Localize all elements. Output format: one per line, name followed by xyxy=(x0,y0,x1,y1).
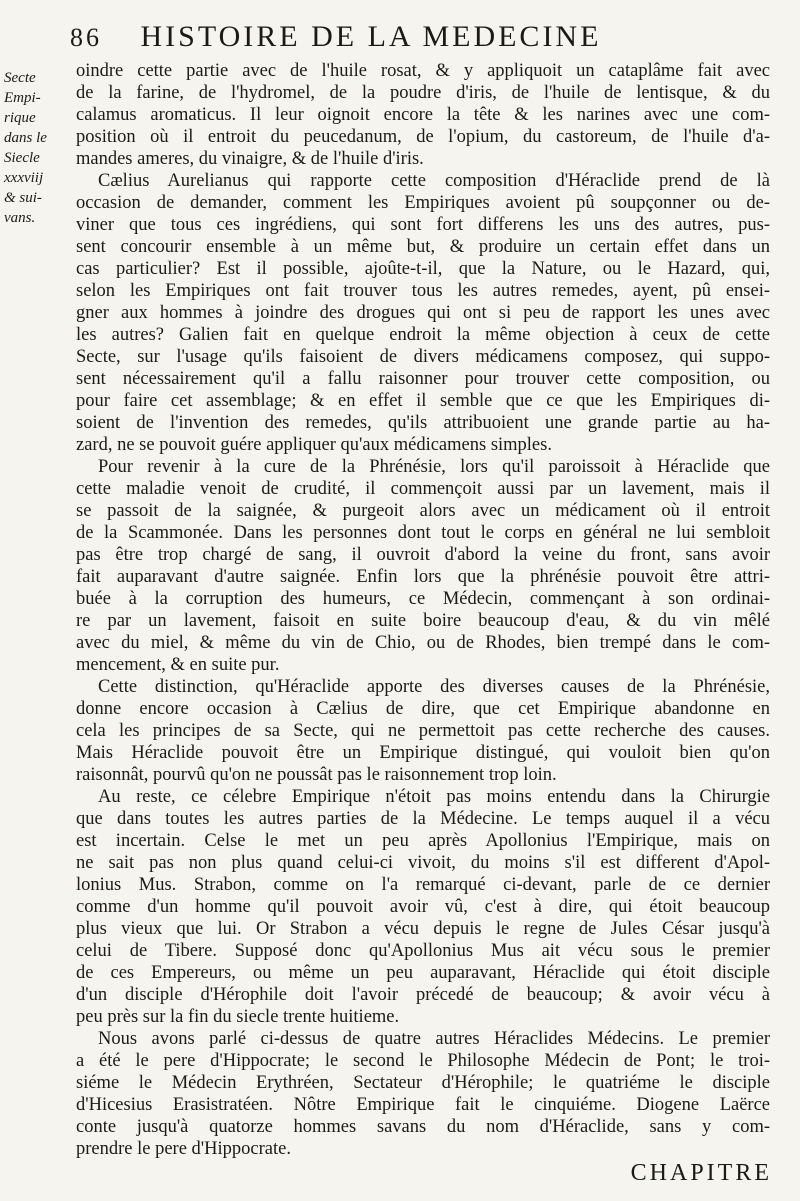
margin-note xyxy=(4,68,68,228)
text-line: a été le pere d'Hippocrate; le second le Philosophe Médecin de Pont; le troi- xyxy=(76,1051,770,1071)
paragraph xyxy=(76,1028,770,1160)
text-line: mandes ameres, du vinaigre, & de l'huile d'iris. xyxy=(76,149,424,169)
margin-note-line: rique xyxy=(4,110,36,126)
text-line: comme d'un homme qu'il pouvoit avoir vû, c'est à dire, qui étoit beaucoup xyxy=(76,897,770,917)
text-line: Pour revenir à la cure de la Phrénésie, lors qu'il paroissoit à Héraclide que xyxy=(98,457,770,477)
text-line: fait auparavant d'autre saignée. Enfin lors que la phrénésie pouvoit être attri- xyxy=(76,567,770,587)
paragraph xyxy=(76,676,770,786)
text-line: les autres? Galien fait en quelque endroit la même objection à ceux de cette xyxy=(76,325,770,345)
page-header xyxy=(70,20,730,60)
text-line: de la Scammonée. Dans les personnes dont tout le corps en général ne lui sembloit xyxy=(76,523,770,543)
text-line: calamus aromaticus. Il leur oignoit encore la tête & les narines avec une com- xyxy=(76,105,770,125)
text-line: plus vieux que lui. Or Strabon a vécu depuis le regne de Jules César jusqu'à xyxy=(76,919,770,939)
text-line: zard, ne se pouvoit guére appliquer qu'aux médicamens simples. xyxy=(76,435,552,455)
text-line: d'un disciple d'Hérophile doit l'avoir précedé de beaucoup; & avoir vécu à xyxy=(76,985,770,1005)
text-line: se passoit de la saignée, & purgeoit alors avec un médicament où il entroit xyxy=(76,501,770,521)
margin-note-line: vans. xyxy=(4,210,36,226)
text-line: oindre cette partie avec de l'huile rosat, & y appliquoit un cataplâme fait avec xyxy=(76,61,770,81)
text-line: selon les Empiriques ont fait trouver tous les autres remedes, ayent, pû ensei- xyxy=(76,281,770,301)
text-line: est incertain. Celse le met un peu après Apollonius l'Empirique, mais on xyxy=(76,831,770,851)
text-line: cette maladie venoit de crudité, il commençoit aussi par un lavement, mais il xyxy=(76,479,770,499)
text-line: pas être trop chargé de sang, il ouvroit d'abord la veine du front, sans avoir xyxy=(76,545,770,565)
text-line: cela les principes de sa Secte, qui ne permettoit pas cette recherche des causes. xyxy=(76,721,770,741)
margin-note-line: Siecle xyxy=(4,150,40,166)
text-line: de ces Empereurs, ou même un peu auparavant, Héraclide qui étoit disciple xyxy=(76,963,770,983)
text-line: occasion de demander, comment les Empiriques avoient pû soupçonner ou de- xyxy=(76,193,770,213)
text-line: celui de Tibere. Supposé donc qu'Apollonius Mus ait vécu sous le premier xyxy=(76,941,770,961)
margin-note-line: Secte xyxy=(4,70,36,86)
text-line: sent concourir ensemble à un même but, & produire un certain effet dans un xyxy=(76,237,770,257)
text-line: Cælius Aurelianus qui rapporte cette composition d'Héraclide prend de là xyxy=(98,171,770,191)
text-line: conte jusqu'à quatorze hommes savans du nom d'Héraclide, sans y com- xyxy=(76,1117,770,1137)
text-line: d'Hicesius Erasistratéen. Nôtre Empirique fait le cinquiéme. Diogene Laërce xyxy=(76,1095,770,1115)
text-line: sent nécessairement qu'il a fallu raisonner pour trouver cette composition, ou xyxy=(76,369,770,389)
text-line: siéme le Médecin Erythréen, Sectateur d'Hérophile; le quatriéme le disciple xyxy=(76,1073,770,1093)
text-line: de la farine, de l'hydromel, de la poudre d'iris, de l'huile de lentisque, & du xyxy=(76,83,770,103)
margin-note-line: xxxviij xyxy=(4,170,44,186)
text-line: position où il entroit du peucedanum, de l'opium, du castoreum, de l'huile d'a- xyxy=(76,127,770,147)
text-line: Secte, sur l'usage qu'ils faisoient de divers médicamens composez, qui suppo- xyxy=(76,347,770,367)
text-line: prendre le pere d'Hippocrate. xyxy=(76,1139,291,1159)
text-line: Cette distinction, qu'Héraclide apporte des diverses causes de la Phrénésie, xyxy=(98,677,770,697)
paragraph xyxy=(76,786,770,1028)
text-line: pour faire cet assemblage; & en effet il semble que ce que les Empiriques di- xyxy=(76,391,770,411)
body-text xyxy=(76,60,770,1160)
text-line: ne sait pas non plus quand celui-ci vivoit, du moins s'il est different d'Apol- xyxy=(76,853,770,873)
text-line: lonius Mus. Strabon, comme on l'a remarqué ci-devant, parle de ce dernier xyxy=(76,875,770,895)
page-number: 86 xyxy=(70,23,102,52)
text-line: que dans toutes les autres parties de la Médecine. Le temps auquel il a vécu xyxy=(76,809,770,829)
text-line: mencement, & en suite pur. xyxy=(76,655,280,675)
text-line: avec du miel, & même du vin de Chio, ou de Rhodes, bien trempé dans le com- xyxy=(76,633,770,653)
text-line: peu près sur la fin du siecle trente huitieme. xyxy=(76,1007,400,1027)
text-line: gner aux hommes à joindre des drogues qui ont si peu de rapport les unes avec xyxy=(76,303,770,323)
margin-note-line: dans le xyxy=(4,130,47,146)
text-line: buée à la corruption des humeurs, ce Médecin, commençant à son ordinai- xyxy=(76,589,770,609)
text-line: Mais Héraclide pouvoit être un Empirique distingué, qui vouloit bien qu'on xyxy=(76,743,770,763)
text-line: viner que tous ces ingrédiens, qui sont fort differens les uns des autres, pus- xyxy=(76,215,770,235)
margin-note-line: Empi- xyxy=(4,90,41,106)
catchword: CHAPITRE xyxy=(630,1160,772,1186)
text-line: donne encore occasion à Cælius de dire, que cet Empirique abandonne en xyxy=(76,699,770,719)
margin-note-line: & sui- xyxy=(4,190,42,206)
paragraph xyxy=(76,60,770,170)
text-line: raisonnât, pourvû qu'on ne poussât pas le raisonnement trop loin. xyxy=(76,765,557,785)
text-line: Au reste, ce célebre Empirique n'étoit pas moins entendu dans la Chirurgie xyxy=(98,787,770,807)
running-title: HISTOIRE DE LA MEDECINE xyxy=(140,20,602,53)
text-line: re par un lavement, faisoit en suite boire beaucoup d'eau, & du vin mêlé xyxy=(76,611,770,631)
text-line: soient de l'invention des remedes, qu'ils attribuoient une grande partie au ha- xyxy=(76,413,770,433)
text-line: cas particulier? Est il possible, ajoûte-t-il, que la Nature, ou le Hazard, qui, xyxy=(76,259,770,279)
text-line: Nous avons parlé ci-dessus de quatre autres Héraclides Médecins. Le premier xyxy=(98,1029,770,1049)
paragraph xyxy=(76,456,770,676)
paragraph xyxy=(76,170,770,456)
